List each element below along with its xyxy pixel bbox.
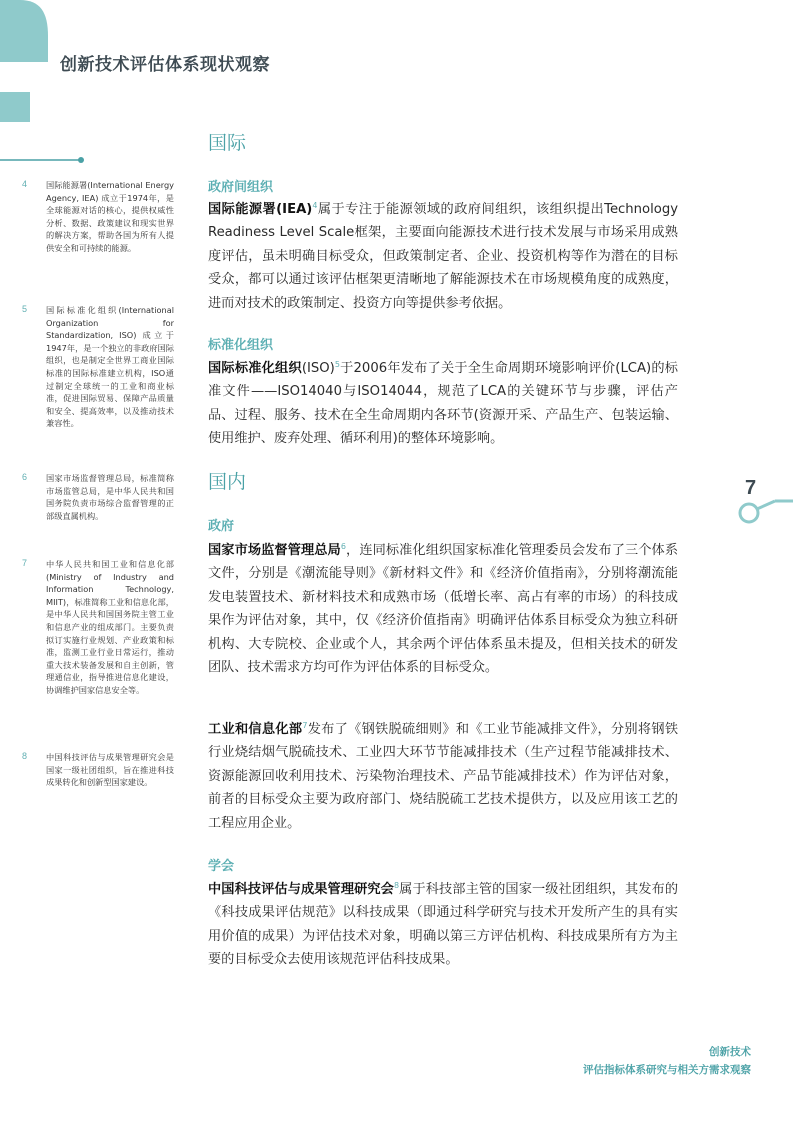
subheading-standards-org: 标准化组织 — [208, 338, 274, 353]
paragraph-miit — [208, 714, 678, 835]
footnote-ref-7: 7 — [302, 721, 308, 730]
sidebar-divider — [0, 150, 90, 170]
footnote-ref-4: 4 — [312, 201, 318, 210]
paragraph-cstec — [208, 874, 678, 972]
sidenote-number: 7 — [22, 558, 28, 568]
footnote-ref-6: 6 — [340, 542, 346, 551]
paragraph-iea — [208, 194, 678, 315]
page-header-title: 创新技术评估体系现状观察 — [60, 55, 270, 75]
org-name-iso: 国际标准化组织 — [208, 361, 302, 376]
section-heading-domestic: 国内 — [208, 471, 247, 493]
footnote-ref-5: 5 — [334, 360, 340, 369]
subheading-intergovernmental: 政府间组织 — [208, 180, 274, 195]
section-heading-international: 国际 — [208, 132, 247, 154]
subheading-government: 政府 — [208, 519, 235, 534]
paragraph-iso — [208, 353, 678, 451]
org-abbr-iso: (ISO) — [301, 361, 335, 376]
org-name-samr: 国家市场监督管理总局 — [208, 543, 341, 558]
paragraph-text: 发布了《钢铁脱硫细则》和《工业节能减排文件》，分别将钢铁行业烧结烟气脱硫技术、工业四大环节节能减排技术（生产过程节能减排技术、资源能源回收利用技术、污染物治理技术、产品节能减排技术）作为评估对象，前者的目标受众主要为政府部门、烧结脱硫工艺技术提供方，以及应用该工艺的工程应用企业。 — [208, 722, 679, 831]
footnote-ref-8: 8 — [393, 881, 400, 890]
sidenote-number: 8 — [22, 751, 28, 761]
circuit-decoration — [735, 495, 793, 529]
subheading-society: 学会 — [208, 859, 235, 874]
page-footer — [583, 1044, 751, 1077]
sidenote-number: 5 — [22, 304, 28, 314]
corner-decoration — [0, 0, 60, 130]
sidenote-text: 中华人民共和国工业和信息化部(Ministry of Industry and Information Technology, MIIT)，标准简称工业和信息化部，是中华人民共和国国务院主管工业和信息产业的组成部门。主要负责拟订实施行业规划、产业政策和标准，监测工业行业日常运行，推动重大技术装备发展和自主创新，管理通信业，指导推进信息化建设，协调维护国家信息安全等。 — [46, 559, 174, 695]
paragraph-text: 属于专注于能源领域的政府间组织，该组织提出Technology Readiness Level Scale框架，主要面向能源技术进行技术发展与市场采用成熟度评估，虽未明确目标受众，但政策制定者、企业、投资机构等作为潜在的目标受众，都可以通过该评估框架更清晰地了解能源技术在市场规模角度的成熟度，进而对技术的政策制定、投资方向等提供参考依据。 — [208, 202, 678, 311]
footer-line-1: 创新技术 — [709, 1046, 751, 1058]
footer-line-2: 评估指标体系研究与相关方需求观察 — [583, 1064, 751, 1076]
paragraph-text: 于2006年发布了关于全生命周期环境影响评价(LCA)的标准文件——ISO14040与ISO14044，规范了LCA的关键环节与步骤，评估产品、过程、服务、技术在全生命周期内各环节(资源开采、产品生产、包装运输、使用维护、废弃处理、循环利用)的整体环境影响。 — [208, 361, 678, 447]
paragraph-text: ，连同标准化组织国家标准化管理委员会发布了三个体系文件，分别是《潮流能导则》《新材料文件》和《经济价值指南》，分别将潮流能发电装置技术、新材料技术和成熟市场（低增长率、高占有率的市场）的科技成果作为评估对象，其中，仅《经济价值指南》明确评估体系目标受众为独立科研机构、大专院校、企业或个人，其余两个评估体系虽未提及，但相关技术的研发团队、技术需求方均可作为评估体系的目标受众。 — [208, 543, 679, 676]
sidenote-text: 国际能源署(International Energy Agency, IEA) 成立于1974年，是全球能源对话的核心，提供权威性分析、数据、政策建议和现实世界的解决方案，帮助各国为所有人提供安全和可持续的能源。 — [46, 180, 174, 253]
sidenote-text: 国家市场监督管理总局，标准简称市场监管总局，是中华人民共和国国务院负责市场综合监督管理的正部级直属机构。 — [46, 473, 174, 521]
page-number: 7 — [745, 477, 757, 499]
org-name-miit: 工业和信息化部 — [208, 722, 303, 737]
paragraph-text: 属于科技部主管的国家一级社团组织，其发布的《科技成果评估规范》以科技成果（即通过科学研究与技术开发所产生的具有实用价值的成果）为评估技术对象，明确以第三方评估机构、科技成果所有方为主要的目标受众去使用该规范评估科技成果。 — [208, 882, 679, 968]
sidenote-number: 6 — [22, 472, 28, 482]
org-name-iea: 国际能源署(IEA) — [208, 202, 313, 217]
paragraph-samr — [208, 535, 678, 679]
sidenote-text: 中国科技评估与成果管理研究会是国家一级社团组织，旨在推进科技成果转化和创新型国家建设。 — [46, 752, 174, 788]
sidenote-text: 国际标准化组织(International Organization for Standardization, ISO) 成立于1947年，是一个独立的非政府国际组织，也是制定全世界工商业国际标准的国际标准建立机构，ISO通过制定全球统一的工业和商业标准，促进国际贸易、保障产品质量和安全、提高效率，以及推动技术兼容性。 — [46, 305, 174, 429]
org-name-cstec: 中国科技评估与成果管理研究会 — [208, 882, 394, 897]
sidenote-number: 4 — [22, 179, 28, 189]
